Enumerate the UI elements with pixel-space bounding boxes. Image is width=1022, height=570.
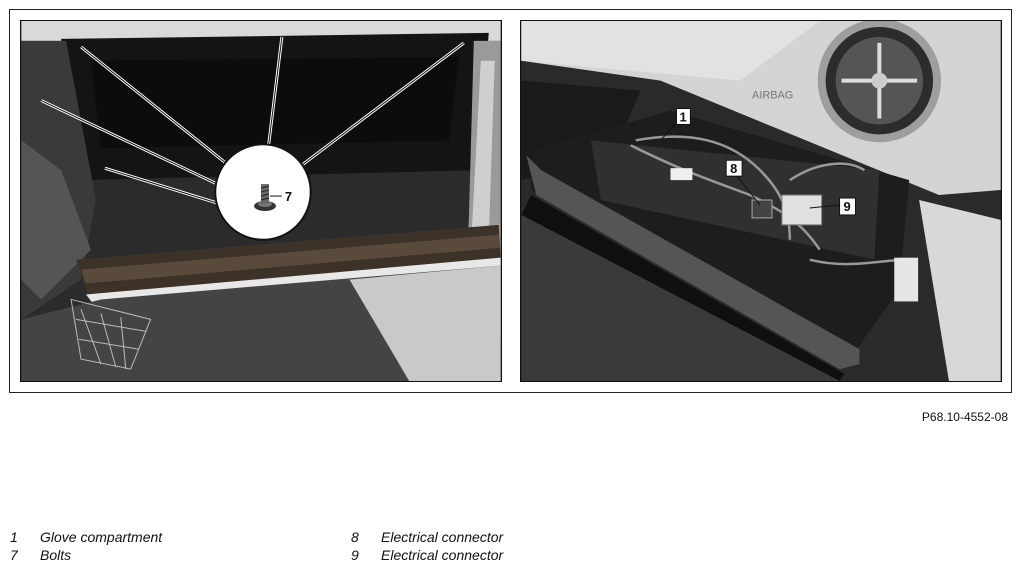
callout-1-label: 1 [679, 109, 687, 125]
figure-id: P68.10-4552-08 [921, 410, 1008, 424]
legend-left [10, 528, 162, 564]
legend-number: 8 [351, 529, 359, 545]
photo-glove-compartment-bolts [20, 20, 502, 382]
legend-number: 9 [351, 547, 359, 563]
callout-9 [840, 198, 856, 215]
legend-number: 1 [10, 529, 18, 545]
legend-label: Bolts [40, 547, 72, 563]
legend-right [351, 528, 503, 564]
callout-9-label: 9 [843, 198, 851, 214]
legend-label: Glove compartment [40, 529, 163, 545]
callout-8 [726, 160, 742, 176]
legend-item [351, 528, 503, 546]
legend-label: Electrical connector [381, 529, 504, 545]
photo-glove-compartment-connectors [520, 20, 1002, 382]
callout-1 [676, 109, 690, 125]
callout-7: 7 [284, 188, 293, 204]
callout-8-label: 8 [730, 161, 738, 177]
legend-item [10, 546, 162, 564]
figure-frame [9, 9, 1012, 393]
legend-item [351, 546, 503, 564]
legend-item [10, 528, 162, 546]
airbag-label: AIRBAG [752, 89, 794, 102]
legend-number: 7 [10, 547, 18, 563]
legend-label: Electrical connector [381, 547, 504, 563]
air-vent-icon [818, 21, 941, 142]
